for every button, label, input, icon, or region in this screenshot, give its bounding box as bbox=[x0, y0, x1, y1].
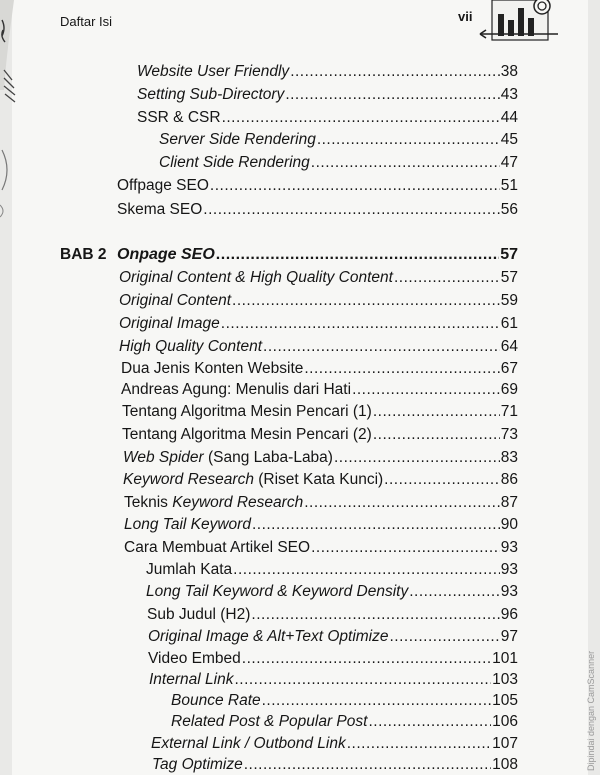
toc-entry-title bbox=[171, 691, 261, 711]
toc-entry-title bbox=[121, 359, 303, 379]
toc-entry-title-segment: Website User Friendly bbox=[137, 63, 290, 80]
toc-entry-title bbox=[123, 470, 383, 490]
toc-entry-title bbox=[152, 755, 243, 775]
toc-page-number: 101 bbox=[492, 650, 518, 667]
toc-entry-title-segment: Setting Sub-Directory bbox=[137, 86, 285, 103]
toc-entry-title-segment: Jumlah Kata bbox=[146, 561, 233, 578]
toc-entry-title-segment: High Quality Content bbox=[119, 338, 263, 355]
toc-leader-dots bbox=[311, 538, 500, 558]
toc-leader-dots bbox=[334, 448, 500, 468]
toc-leader-dots bbox=[347, 734, 491, 754]
toc-entry-title bbox=[117, 200, 202, 220]
toc-leader-dots bbox=[368, 712, 491, 732]
toc-entry-title-segment: Original Content & High Quality Content bbox=[119, 269, 393, 286]
toc-leader-dots bbox=[233, 560, 500, 580]
toc-page-number: 93 bbox=[500, 583, 518, 600]
toc-page-number: 103 bbox=[492, 671, 518, 688]
toc-leader-dots bbox=[262, 691, 492, 711]
toc-page-number: 71 bbox=[500, 403, 518, 420]
toc-entry-title bbox=[117, 176, 209, 196]
toc-page-number: 38 bbox=[500, 63, 518, 80]
toc-leader-dots bbox=[304, 493, 500, 513]
toc-entry-title-segment: Tentang Algoritma Mesin Pencari (1) bbox=[122, 403, 372, 420]
toc-entry-title bbox=[137, 108, 221, 128]
toc-leader-dots bbox=[203, 200, 499, 220]
toc-entry-title-segment: Related Post & Popular Post bbox=[171, 713, 368, 730]
page-curl-edge bbox=[0, 0, 30, 775]
toc-entry-title bbox=[119, 268, 393, 288]
toc-leader-dots bbox=[285, 85, 499, 105]
toc-entry-title-segment: Original Image bbox=[119, 315, 220, 332]
toc-entry-title-segment: Server Side Rendering bbox=[159, 131, 316, 148]
toc-page-number: 43 bbox=[500, 86, 518, 103]
scanner-watermark: Dipindai dengan CamScanner bbox=[586, 650, 596, 771]
toc-page-number: 51 bbox=[500, 177, 518, 194]
toc-entry-title bbox=[121, 380, 351, 400]
toc-entry-title bbox=[146, 582, 408, 602]
toc-entry-title-segment: SSR & CSR bbox=[137, 109, 221, 126]
toc-entry bbox=[137, 85, 518, 105]
toc-entry bbox=[124, 515, 518, 535]
chapter-label: BAB 2 bbox=[60, 246, 107, 263]
toc-entry bbox=[119, 268, 518, 288]
toc-entry-title-segment: Sub Judul (H2) bbox=[147, 606, 251, 623]
toc-entry-title bbox=[119, 337, 262, 357]
toc-page-number: 90 bbox=[500, 516, 518, 533]
toc-entry bbox=[146, 560, 518, 580]
toc-page-number: 97 bbox=[500, 628, 518, 645]
toc-entry-title bbox=[117, 245, 215, 265]
toc-entry-title-segment: Internal Link bbox=[149, 671, 234, 688]
toc-entry-title-segment: Long Tail Keyword & Keyword Density bbox=[146, 583, 409, 600]
toc-page-number: 96 bbox=[500, 606, 518, 623]
toc-entry bbox=[171, 712, 518, 732]
toc-entry bbox=[147, 605, 518, 625]
toc-entry bbox=[122, 402, 518, 422]
toc-entry bbox=[121, 359, 518, 379]
toc-entry-title bbox=[119, 291, 231, 311]
toc-leader-dots bbox=[216, 245, 499, 265]
toc-page-number: 83 bbox=[500, 449, 518, 466]
toc-entry bbox=[117, 176, 518, 196]
toc-entry bbox=[137, 108, 518, 128]
toc-entry-title-segment: Cara Membuat Artikel SEO bbox=[124, 539, 311, 556]
toc-entry bbox=[137, 62, 518, 82]
toc-leader-dots bbox=[311, 153, 500, 173]
toc-leader-dots bbox=[352, 380, 500, 400]
toc-page-number: 61 bbox=[500, 315, 518, 332]
toc-entry bbox=[119, 337, 518, 357]
toc-entry bbox=[122, 425, 518, 445]
toc-entry-title-segment: (Sang Laba-Laba) bbox=[203, 449, 333, 466]
toc-entry-title-segment: Long Tail Keyword bbox=[124, 516, 251, 533]
toc-leader-dots bbox=[373, 425, 500, 445]
bar-chart-logo-icon bbox=[478, 0, 564, 44]
toc-page-number: 105 bbox=[492, 692, 518, 709]
toc-leader-dots bbox=[221, 314, 500, 334]
toc-leader-dots bbox=[373, 402, 500, 422]
toc-leader-dots bbox=[210, 176, 500, 196]
toc-entry-title bbox=[148, 627, 389, 647]
toc-leader-dots bbox=[394, 268, 500, 288]
toc-page-number: 106 bbox=[492, 713, 518, 730]
toc-entry-title-segment: Offpage SEO bbox=[117, 177, 209, 194]
toc-entry-title bbox=[147, 605, 250, 625]
toc-entry-title bbox=[171, 712, 367, 732]
toc-entry bbox=[119, 291, 518, 311]
toc-entry bbox=[149, 670, 518, 690]
toc-page-number: 47 bbox=[500, 154, 518, 171]
toc-entry-title bbox=[124, 515, 251, 535]
toc-entry-title-segment: Andreas Agung: Menulis dari Hati bbox=[121, 381, 352, 398]
toc-page-number: 108 bbox=[492, 756, 518, 773]
toc-leader-dots bbox=[252, 515, 500, 535]
toc-entry bbox=[124, 493, 518, 513]
page-number: vii bbox=[458, 9, 473, 24]
toc-entry bbox=[151, 734, 518, 754]
toc-entry-title-segment: (Riset Kata Kunci) bbox=[253, 471, 384, 488]
toc-leader-dots bbox=[290, 62, 500, 82]
toc-page-number: 69 bbox=[500, 381, 518, 398]
toc-page-number: 86 bbox=[500, 471, 518, 488]
toc-entry bbox=[159, 153, 518, 173]
toc-page-number: 87 bbox=[500, 494, 518, 511]
toc-entry bbox=[159, 130, 518, 150]
toc-leader-dots bbox=[384, 470, 500, 490]
toc-entry bbox=[146, 582, 518, 602]
toc-page-number: 107 bbox=[492, 735, 518, 752]
toc-leader-dots bbox=[242, 649, 491, 669]
toc-entry-title-segment: Original Content bbox=[119, 292, 232, 309]
toc-page-number: 93 bbox=[500, 539, 518, 556]
toc-entry-title bbox=[122, 402, 372, 422]
toc-page-number: 56 bbox=[500, 201, 518, 218]
toc-page-number: 67 bbox=[500, 360, 518, 377]
toc-entry-title bbox=[137, 62, 289, 82]
toc-entry-title-segment: Teknis bbox=[124, 494, 173, 511]
toc-page-number: 44 bbox=[500, 109, 518, 126]
toc-entry bbox=[117, 200, 518, 220]
toc-entry-title-segment: Keyword Research bbox=[172, 494, 304, 511]
running-header-title: Daftar Isi bbox=[60, 14, 113, 29]
toc-entry bbox=[123, 470, 518, 490]
toc-entry-title-segment: Dua Jenis Konten Website bbox=[121, 360, 304, 377]
toc-leader-dots bbox=[251, 605, 499, 625]
toc-entry-title bbox=[151, 734, 346, 754]
toc-page-number: 57 bbox=[500, 269, 518, 286]
toc-leader-dots bbox=[317, 130, 500, 150]
toc-entry-title bbox=[124, 538, 310, 558]
toc-entry bbox=[117, 245, 518, 265]
toc-page-number: 93 bbox=[500, 561, 518, 578]
toc-entry-title-segment: Tentang Algoritma Mesin Pencari (2) bbox=[122, 426, 372, 443]
toc-entry bbox=[124, 538, 518, 558]
toc-entry-title bbox=[122, 425, 372, 445]
toc-leader-dots bbox=[234, 670, 491, 690]
toc-page-number: 73 bbox=[500, 426, 518, 443]
toc-leader-dots bbox=[390, 627, 500, 647]
toc-entry-title-segment: Onpage SEO bbox=[117, 246, 215, 263]
toc-leader-dots bbox=[304, 359, 499, 379]
toc-entry-title-segment: Client Side Rendering bbox=[159, 154, 310, 171]
toc-entry-title-segment: Video Embed bbox=[148, 650, 241, 667]
toc-leader-dots bbox=[222, 108, 500, 128]
toc-entry-title-segment: External Link / Outbond Link bbox=[151, 735, 346, 752]
toc-entry bbox=[123, 448, 518, 468]
toc-leader-dots bbox=[244, 755, 491, 775]
toc-entry-title-segment: Web Spider bbox=[123, 449, 204, 466]
toc-entry bbox=[152, 755, 518, 775]
toc-entry-title-segment: Bounce Rate bbox=[171, 692, 261, 709]
toc-page-number: 57 bbox=[500, 246, 518, 263]
toc-entry-title bbox=[124, 493, 303, 513]
toc-entry bbox=[171, 691, 518, 711]
toc-leader-dots bbox=[263, 337, 500, 357]
toc-page-number: 59 bbox=[500, 292, 518, 309]
toc-entry-title bbox=[159, 153, 310, 173]
toc-entry-title-segment: Tag Optimize bbox=[152, 756, 243, 773]
toc-entry-title-segment: Keyword Research bbox=[123, 471, 254, 488]
toc-page-number: 45 bbox=[500, 131, 518, 148]
toc-entry-title bbox=[149, 670, 233, 690]
toc-entry-title bbox=[137, 85, 284, 105]
toc-entry bbox=[119, 314, 518, 334]
toc-entry-title bbox=[119, 314, 220, 334]
toc-entry-title bbox=[146, 560, 232, 580]
toc-entry-title bbox=[159, 130, 316, 150]
toc-entry bbox=[148, 649, 518, 669]
toc-leader-dots bbox=[232, 291, 500, 311]
toc-entry-title bbox=[148, 649, 241, 669]
toc-entry-title-segment: Original Image & Alt+Text Optimize bbox=[148, 628, 389, 645]
toc-entry-title-segment: Skema SEO bbox=[117, 201, 203, 218]
toc-entry bbox=[121, 380, 518, 400]
toc-entry bbox=[148, 627, 518, 647]
toc-entry-title bbox=[123, 448, 333, 468]
toc-page-number: 64 bbox=[500, 338, 518, 355]
toc-leader-dots bbox=[409, 582, 500, 602]
